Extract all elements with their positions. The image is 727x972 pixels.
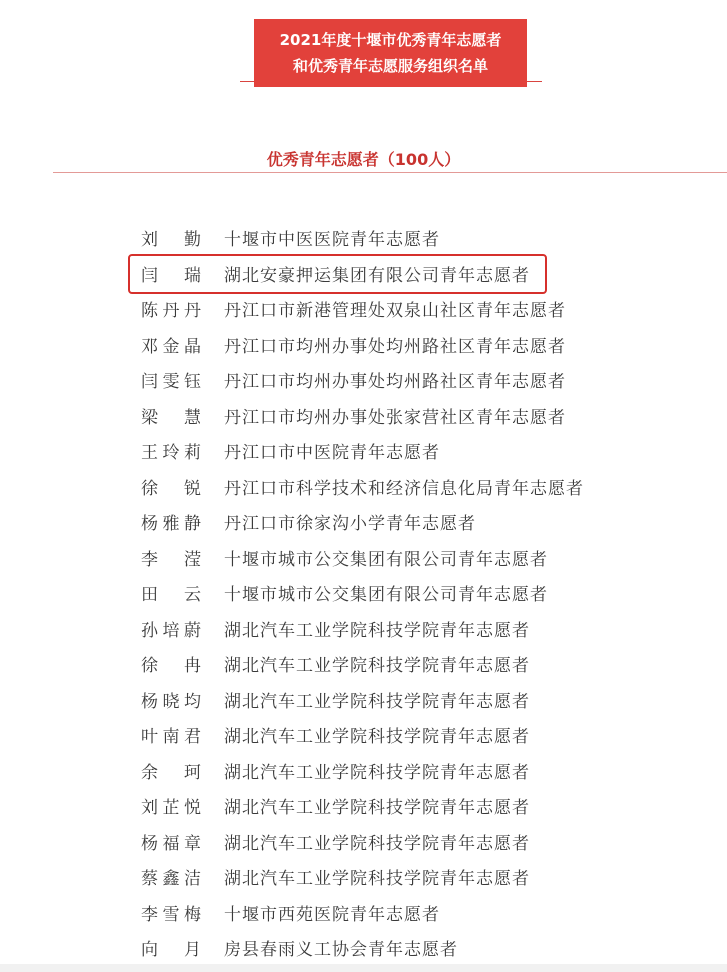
volunteer-organization: 湖北汽车工业学院科技学院青年志愿者	[224, 691, 530, 712]
volunteer-name: 邓金晶	[141, 336, 201, 357]
list-item	[0, 578, 727, 613]
list-item	[0, 649, 727, 684]
volunteer-name: 田 云	[141, 585, 201, 605]
volunteer-organization: 房县春雨义工协会青年志愿者	[224, 940, 458, 960]
volunteer-organization: 丹江口市科学技术和经济信息化局青年志愿者	[224, 478, 584, 499]
volunteer-name: 王玲莉	[141, 443, 201, 463]
volunteer-organization: 湖北汽车工业学院科技学院青年志愿者	[224, 727, 530, 747]
volunteer-organization: 丹江口市徐家沟小学青年志愿者	[224, 514, 476, 534]
list-item	[0, 898, 727, 933]
list-item	[0, 507, 727, 542]
volunteer-name: 向 月	[141, 940, 201, 960]
volunteer-name: 刘 勤	[141, 230, 201, 250]
volunteer-organization: 湖北汽车工业学院科技学院青年志愿者	[224, 762, 530, 783]
list-item	[0, 685, 727, 720]
list-item	[0, 791, 727, 826]
volunteer-name: 刘芷悦	[141, 798, 201, 818]
volunteer-name: 余 珂	[141, 762, 201, 783]
volunteer-organization: 湖北安豪押运集团有限公司青年志愿者	[224, 265, 530, 286]
volunteer-name: 杨福章	[141, 833, 201, 854]
volunteer-name: 陈丹丹	[141, 301, 201, 321]
volunteer-organization: 十堰市中医医院青年志愿者	[224, 230, 440, 250]
volunteer-name: 梁 慧	[141, 407, 201, 428]
list-item	[0, 756, 727, 791]
volunteer-name: 徐 锐	[141, 478, 201, 499]
volunteer-name: 叶南君	[141, 727, 201, 747]
volunteer-name: 李 滢	[141, 549, 201, 570]
list-item	[0, 614, 727, 649]
volunteer-organization: 湖北汽车工业学院科技学院青年志愿者	[224, 833, 530, 854]
volunteer-organization: 十堰市城市公交集团有限公司青年志愿者	[224, 549, 548, 570]
list-item	[0, 827, 727, 862]
volunteer-name: 杨晓均	[141, 691, 201, 712]
volunteer-organization: 湖北汽车工业学院科技学院青年志愿者	[224, 798, 530, 818]
volunteer-organization: 丹江口市均州办事处均州路社区青年志愿者	[224, 336, 566, 357]
list-item	[0, 401, 727, 436]
title-banner	[254, 19, 527, 87]
volunteer-organization: 丹江口市中医院青年志愿者	[224, 443, 440, 463]
volunteer-name: 李雪梅	[141, 904, 201, 925]
highlight-box	[128, 254, 547, 294]
volunteer-name: 徐 冉	[141, 656, 201, 676]
section-title: 优秀青年志愿者（100人）	[266, 150, 461, 169]
volunteer-organization: 十堰市城市公交集团有限公司青年志愿者	[224, 585, 548, 605]
volunteer-organization: 湖北汽车工业学院科技学院青年志愿者	[224, 869, 530, 889]
list-item	[0, 223, 727, 258]
list-item	[0, 330, 727, 365]
volunteer-organization: 湖北汽车工业学院科技学院青年志愿者	[224, 656, 530, 676]
title-line-2: 和优秀青年志愿服务组织名单	[292, 57, 488, 75]
volunteer-organization: 湖北汽车工业学院科技学院青年志愿者	[224, 620, 530, 641]
list-item	[0, 543, 727, 578]
list-item	[0, 720, 727, 755]
list-item	[0, 933, 727, 968]
section-divider	[53, 172, 727, 173]
list-item	[0, 294, 727, 329]
list-item	[0, 436, 727, 471]
volunteer-organization: 丹江口市均州办事处张家营社区青年志愿者	[224, 407, 566, 428]
list-item	[0, 472, 727, 507]
volunteer-organization: 十堰市西苑医院青年志愿者	[224, 904, 440, 925]
title-line-1: 2021年度十堰市优秀青年志愿者	[279, 31, 502, 49]
volunteer-name: 闫 瑞	[141, 265, 201, 286]
volunteer-organization: 丹江口市均州办事处均州路社区青年志愿者	[224, 372, 566, 392]
list-item	[0, 365, 727, 400]
list-item	[0, 862, 727, 897]
volunteer-organization: 丹江口市新港管理处双泉山社区青年志愿者	[224, 301, 566, 321]
volunteer-name: 闫雯钰	[141, 372, 201, 392]
volunteer-name: 杨雅静	[141, 514, 201, 534]
volunteer-name: 孙培蔚	[141, 620, 201, 641]
volunteer-name: 蔡鑫洁	[141, 869, 201, 889]
page-bottom-edge	[0, 964, 727, 972]
